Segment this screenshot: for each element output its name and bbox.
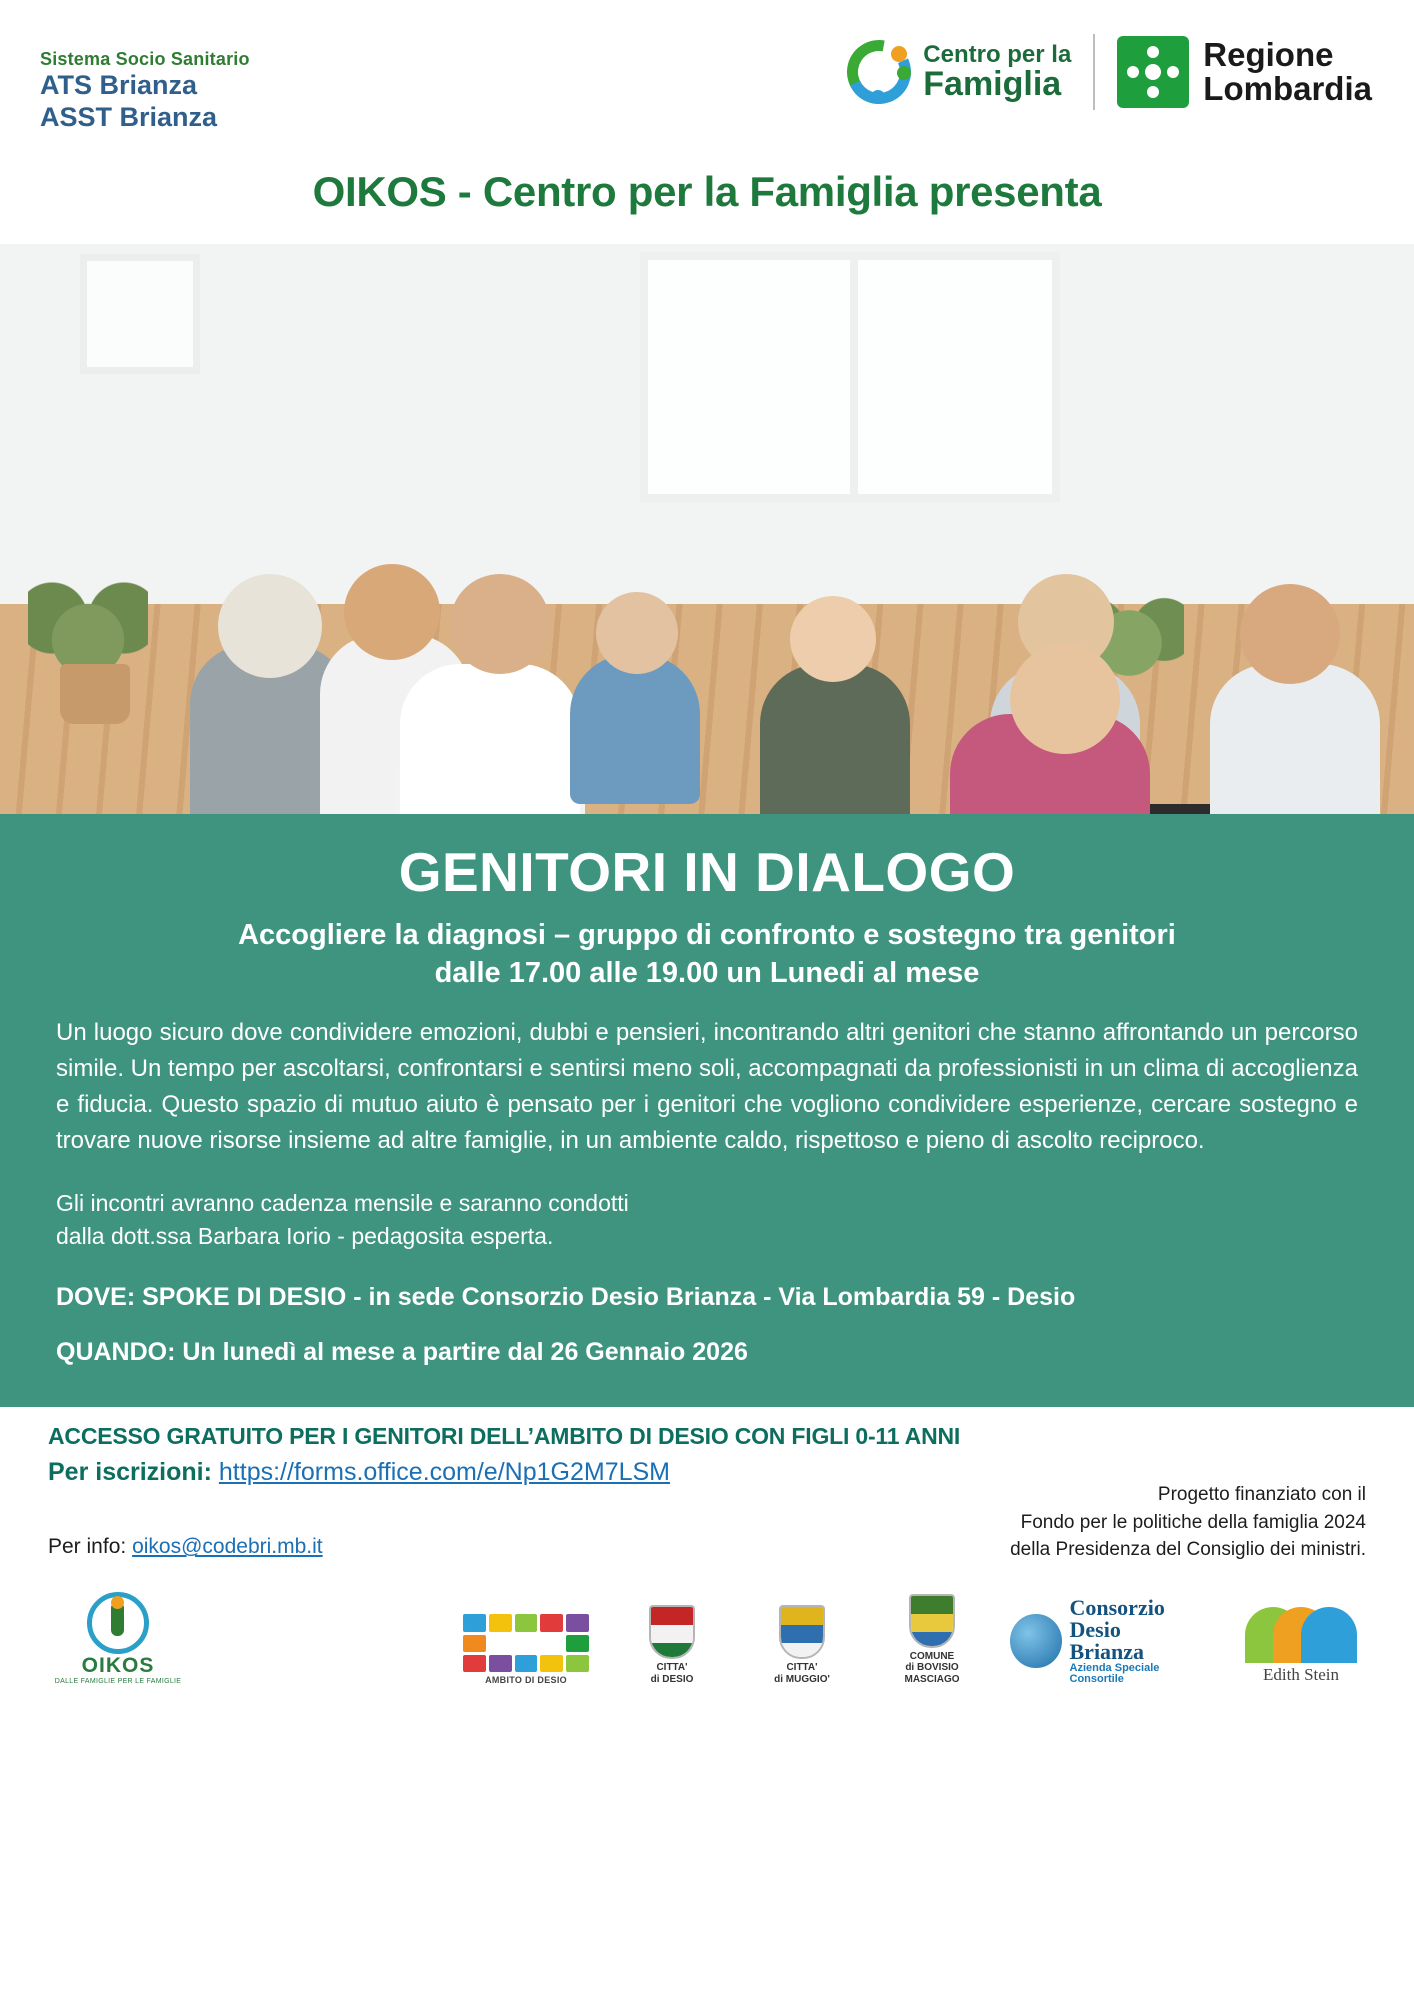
registration-link[interactable]: https://forms.office.com/e/Np1G2M7LSM xyxy=(218,1458,671,1487)
comune-di-bovisio-label: COMUNE di BOVISIO MASCIAGO xyxy=(904,1650,960,1685)
consorzio-line1: Consorzio xyxy=(1069,1595,1165,1621)
free-access-note: ACCESSO GRATUITO PER I GENITORI DELL’AMBITO DI DESIO CON FIGLI 0-11 ANNI xyxy=(48,1423,961,1450)
citta-di-desio-logo xyxy=(620,1605,724,1685)
citta-di-muggio-logo xyxy=(750,1605,854,1685)
oikos-icon xyxy=(87,1592,149,1654)
ats-line-sistema: Sistema Socio Sanitario xyxy=(40,48,250,69)
edith-stein-logo xyxy=(1236,1607,1366,1685)
oikos-tagline: DALLE FAMIGLIE PER LE FAMIGLIE xyxy=(54,1678,182,1686)
ats-brianza-logo xyxy=(40,49,250,134)
oikos-logo xyxy=(48,1592,188,1685)
event-note-line2: dalla dott.ssa Barbara Iorio - pedagosita esperta. xyxy=(56,1222,554,1249)
event-description: Un luogo sicuro dove condividere emozioni, dubbi e pensieri, incontrando altri genitori che stanno affrontando un percorso simile. Un tempo per ascoltarsi, confrontarsi e sentirsi meno soli, accompagnati da professionisti in un clima di accoglienza e fiducia. Questo spazio di mutuo aiuto è pensato per i genitori che vogliono condividere esperienze, cercare sostegno e trovare nuove risorse insieme ad altre famiglie, in un ambiente caldo, rispettoso e pieno di ascolto reciproco. xyxy=(56,1018,1358,1154)
header-logos xyxy=(847,34,1372,110)
event-subtitle-line1: Accogliere la diagnosi – gruppo di confronto e sostegno tra genitori xyxy=(238,919,1176,951)
citta-di-desio-crest xyxy=(649,1605,695,1659)
registration-label: Per iscrizioni: xyxy=(48,1458,212,1487)
page-header xyxy=(0,0,1414,160)
partner-logos xyxy=(0,1577,1414,1685)
header-divider xyxy=(1093,34,1095,110)
ats-line-asst: ASST Brianza xyxy=(40,101,218,132)
citta-di-muggio-crest xyxy=(779,1605,825,1659)
event-location: DOVE: SPOKE DI DESIO - in sede Consorzio Desio Brianza - Via Lombardia 59 - Desio xyxy=(56,1283,1076,1312)
event-subtitle-line2: dalle 17.00 alle 19.00 un Lunedi al mese xyxy=(434,957,980,990)
event-title: GENITORI IN DIALOGO xyxy=(398,841,1016,903)
consorzio-line4: Azienda Speciale Consortile xyxy=(1069,1662,1160,1686)
ambito-label: AMBITO DI DESIO xyxy=(485,1675,567,1686)
regione-lombardia-icon xyxy=(1117,36,1189,108)
event-note xyxy=(56,1187,1358,1254)
funding-line2: Fondo per le politiche della famiglia 2024 xyxy=(1020,1511,1366,1533)
edith-stein-icon xyxy=(1245,1607,1357,1663)
consorzio-desio-brianza-logo xyxy=(1010,1597,1210,1685)
event-note-line1: Gli incontri avranno cadenza mensile e saranno condotti xyxy=(56,1189,629,1216)
funding-note xyxy=(1010,1481,1366,1564)
info-label: Per info: xyxy=(48,1535,127,1559)
consorzio-icon xyxy=(1010,1614,1062,1668)
funding-line1: Progetto finanziato con il xyxy=(1157,1484,1366,1506)
centro-famiglia-icon xyxy=(847,40,911,104)
page-title: OIKOS - Centro per la Famiglia presenta xyxy=(312,168,1102,215)
event-subtitle xyxy=(56,916,1358,993)
oikos-name: OIKOS xyxy=(81,1654,155,1678)
event-schedule: QUANDO: Un lunedì al mese a partire dal 26 Gennaio 2026 xyxy=(56,1338,748,1367)
regione-line1: Regione xyxy=(1203,36,1334,74)
centro-per-la-famiglia-logo xyxy=(847,40,1071,104)
main-content-panel xyxy=(0,814,1414,1407)
ats-line-ats: ATS Brianza xyxy=(40,69,198,100)
edith-stein-name: Edith Stein xyxy=(1262,1665,1340,1685)
regione-line2: Lombardia xyxy=(1203,70,1372,107)
citta-di-muggio-label: CITTA' di MUGGIO' xyxy=(774,1662,830,1685)
info-email-link[interactable]: oikos@codebri.mb.it xyxy=(132,1535,323,1559)
centro-famiglia-line1: Centro per la xyxy=(923,41,1072,68)
comune-di-bovisio-masciago-crest xyxy=(909,1594,955,1648)
page-footer xyxy=(0,1407,1414,1559)
consorzio-line2: Desio xyxy=(1069,1617,1121,1643)
ambito-icon xyxy=(463,1614,589,1672)
regione-lombardia-logo xyxy=(1117,36,1372,108)
group-meeting-photo xyxy=(0,244,1414,814)
funding-line3: della Presidenza del Consiglio dei ministri. xyxy=(1010,1539,1366,1561)
ambito-di-desio-logo xyxy=(458,1614,594,1685)
citta-di-desio-label: CITTA' di DESIO xyxy=(650,1662,694,1685)
centro-famiglia-line2: Famiglia xyxy=(923,65,1062,103)
comune-di-bovisio-masciago-logo xyxy=(880,1594,984,1686)
consorzio-line3: Brianza xyxy=(1069,1639,1145,1665)
